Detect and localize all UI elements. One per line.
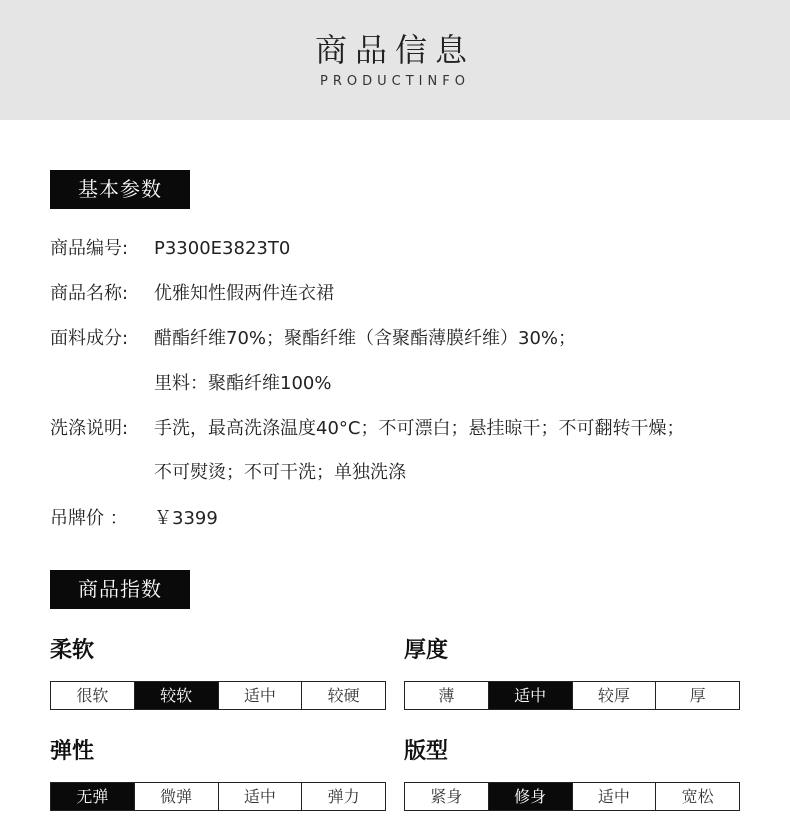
scale-option: 较厚	[573, 682, 657, 709]
scale-option: 修身	[489, 783, 573, 810]
scale-option: 很软	[51, 682, 135, 709]
param-value: 醋酯纤维70%；聚酯纤维（含聚酯薄膜纤维）30%；	[154, 328, 577, 349]
index-title-elasticity: 弹性	[50, 739, 95, 764]
page-subtitle: PRODUCTINFO	[320, 74, 470, 89]
scale-option: 较软	[135, 682, 219, 709]
scale-option: 适中	[573, 783, 657, 810]
scale-option: 厚	[689, 686, 706, 705]
scale-option: 宽松	[681, 787, 714, 806]
scale-option: 适中	[219, 682, 303, 709]
param-row-fabric	[50, 327, 576, 351]
param-value-lining: 里料：聚酯纤维100%	[154, 373, 332, 394]
param-label: 洗涤说明:	[50, 418, 129, 439]
scale-option: 较硬	[327, 686, 360, 705]
scale-option: 薄	[405, 682, 489, 709]
page-title: 商品信息	[314, 31, 475, 69]
param-row-sku	[50, 237, 290, 261]
index-title-fit: 版型	[404, 739, 449, 764]
param-value: ￥3399	[154, 508, 218, 529]
param-value: P3300E3823T0	[154, 238, 291, 259]
param-row-price	[50, 507, 218, 531]
scale-option: 适中	[219, 783, 303, 810]
param-label: 吊牌价 ：	[50, 508, 128, 529]
param-value-care-cont: 不可熨烫；不可干洗；单独洗涤	[154, 462, 406, 483]
scale-option: 无弹	[51, 783, 135, 810]
param-label: 商品名称:	[50, 283, 129, 304]
param-row-care	[50, 417, 684, 441]
param-label: 面料成分:	[50, 328, 129, 349]
index-title-thickness: 厚度	[404, 638, 449, 663]
scale-option: 紧身	[405, 783, 489, 810]
scale-option: 适中	[489, 682, 573, 709]
scale-option: 微弹	[135, 783, 219, 810]
section-tag-basic: 基本参数	[50, 170, 190, 209]
section-tag-index: 商品指数	[50, 570, 190, 609]
scale-thickness	[404, 681, 740, 710]
scale-elasticity	[50, 782, 386, 811]
param-row-name	[50, 282, 334, 306]
scale-option: 弹力	[327, 787, 360, 806]
param-value: 优雅知性假两件连衣裙	[154, 283, 334, 304]
param-label: 商品编号:	[50, 238, 129, 259]
scale-softness	[50, 681, 386, 710]
scale-fit	[404, 782, 740, 811]
index-title-softness: 柔软	[50, 638, 95, 663]
page-header	[0, 0, 790, 120]
param-value: 手洗，最高洗涤温度40°C；不可漂白；悬挂晾干；不可翻转干燥；	[154, 418, 685, 439]
